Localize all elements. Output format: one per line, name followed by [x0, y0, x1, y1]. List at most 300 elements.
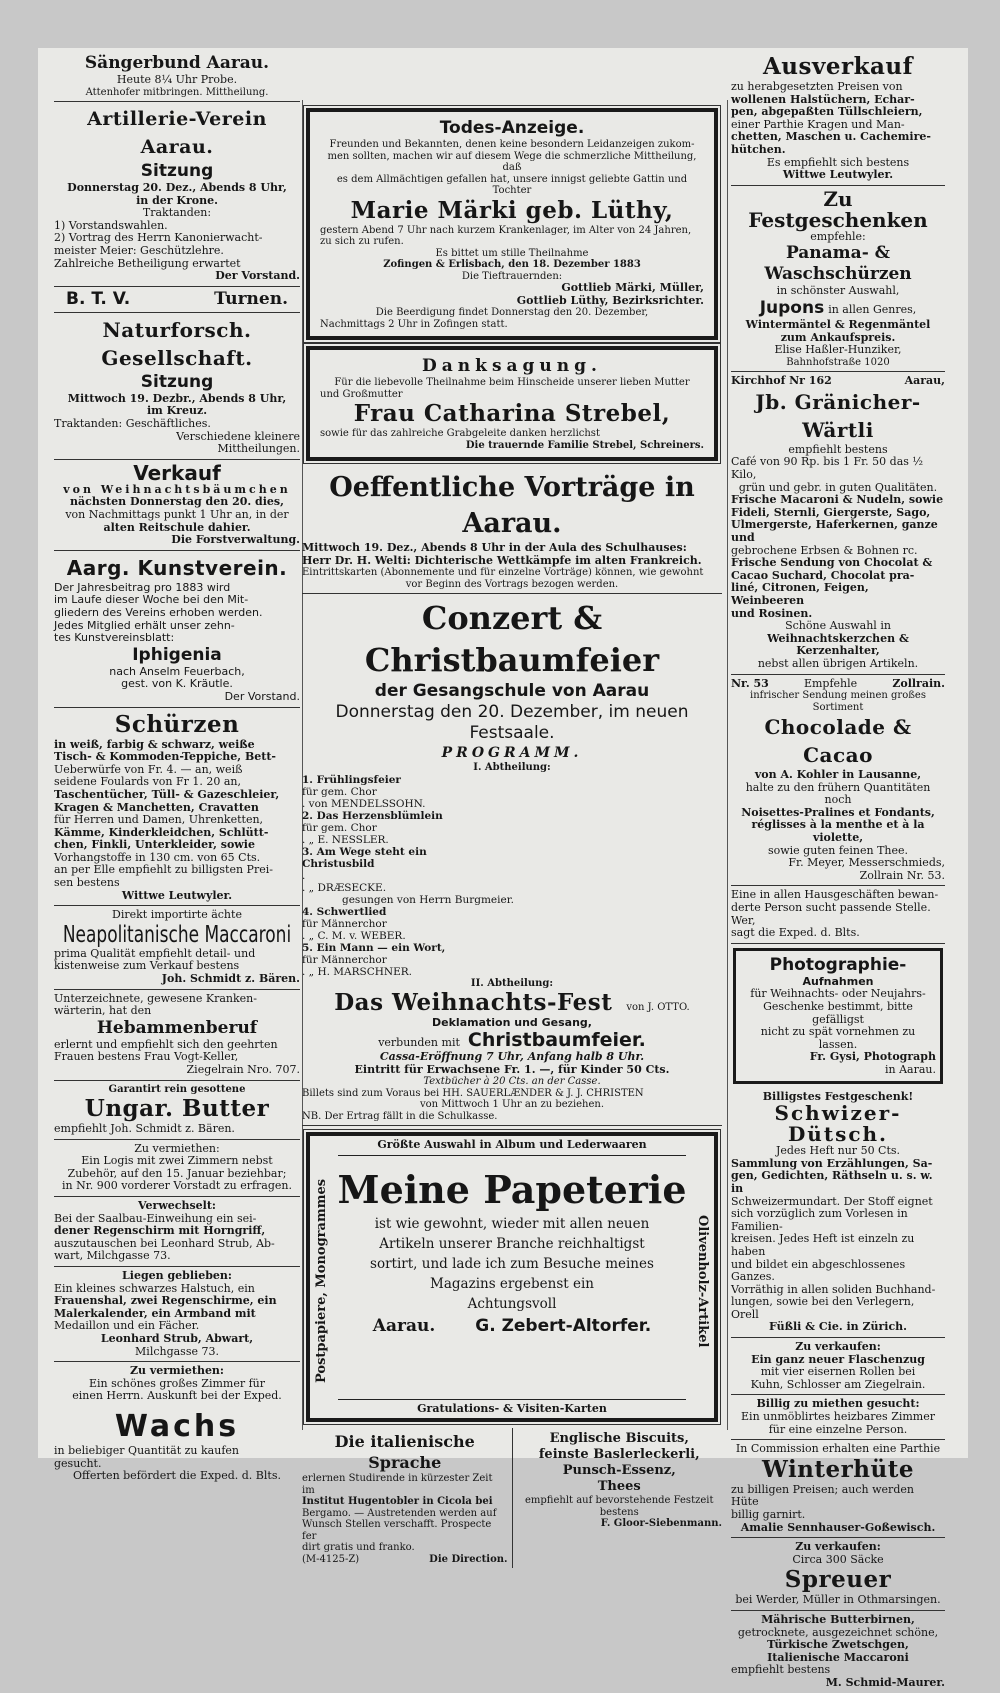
ad-line: für eine einzelne Person.	[768, 1422, 908, 1436]
deceased-name: Marie Märki geb. Lüthy,	[350, 196, 674, 224]
ad-line: Frische Macaroni & Nudeln, sowie	[731, 493, 944, 507]
ad-title: Zu Festgeschenken	[748, 186, 928, 232]
ad-line: Tisch- & Kommoden-Teppiche, Bett-	[54, 750, 276, 764]
ad-line: Mittheilungen.	[217, 442, 300, 456]
ad-line: Deklamation und Gesang,	[432, 1016, 592, 1030]
ad-spreuer	[731, 1538, 945, 1611]
ad-line: sagt die Exped. d. Blts.	[731, 926, 860, 940]
ad-line: sowie guten feinen Thee.	[767, 843, 909, 857]
column-right	[731, 50, 945, 1693]
address-line	[731, 678, 945, 691]
ad-line: liné, Citronen, Feigen, Weinbeeren	[731, 581, 869, 607]
ad-line: Attenhofer mitbringen. Mittheilung.	[85, 86, 269, 98]
piece-title: 3. Am Wege steht ein Christusbild	[302, 845, 427, 870]
ad-festgeschenke	[731, 186, 945, 372]
piece-voicing: für gem. Chor	[302, 821, 377, 834]
ad-danksagung	[306, 346, 718, 461]
ad-line: Unterzeichnete, gewesene Kranken-	[54, 991, 257, 1005]
ad-line: Mährische Butterbirnen,	[761, 1612, 915, 1626]
ad-line: Heute 8¼ Uhr Probe.	[116, 73, 238, 86]
piece-voicing: für Männerchor	[302, 953, 387, 966]
ad-line: Artikeln unserer Branche reichhaltigst	[379, 1235, 645, 1252]
ad-line: Institut Hugentobler in Cicola bei	[302, 1496, 493, 1508]
ad-line: gen, Gedichten, Räthseln u. s. w. in	[731, 1169, 933, 1195]
ad-line: kistenweise zum Verkauf bestens	[54, 959, 240, 973]
ad-signature: Joh. Schmidt z. Bären.	[161, 972, 300, 986]
piece-composer: . von MENDELSSOHN.	[302, 797, 426, 810]
ad-line: pen, abgepaßten Tüllschleiern,	[731, 105, 923, 119]
ad-line: Punsch-Essenz,	[562, 1463, 676, 1479]
ad-line: Olivenholz-Artikel	[695, 1214, 710, 1348]
ad-line: Italienische Maccaroni	[767, 1650, 909, 1664]
ad-line: Leonhard Strub, Abwart,	[100, 1332, 254, 1345]
ad-line: im Laufe dieser Woche bei den Mit-	[54, 593, 249, 607]
ad-line: verbunden mit	[378, 1035, 460, 1049]
ad-line: Billets sind zum Voraus bei HH. SAUERLÆNDER & J. J. CHRISTEN	[302, 1087, 644, 1099]
ad-title: Oeffentliche Vorträge in Aarau.	[329, 472, 695, 540]
ad-line: im Kreuz.	[146, 404, 208, 418]
programme-item	[302, 942, 722, 978]
ad-line: nebst allen übrigen Artikeln.	[757, 656, 919, 670]
ad-line: von Nachmittags punkt 1 Uhr an, in der	[65, 508, 289, 521]
ad-line: zu sich zu rufen.	[320, 236, 404, 247]
ad-verwechselt	[54, 1197, 300, 1267]
ad-line: in Nr. 900 vorderer Vorstadt zu erfragen.	[62, 1179, 292, 1193]
ad-title: Chocolade & Cacao	[764, 715, 912, 768]
ad-line: Frauen bestens Frau Vogt-Keller,	[54, 1050, 239, 1064]
ad-place: Aarau.	[372, 1315, 436, 1336]
ad-schuerzen	[54, 708, 300, 907]
ad-line: Zollrain.	[892, 676, 945, 690]
ad-line: zu herabgesetzten Preisen von	[731, 80, 903, 93]
ad-line: einen Herrn. Auskunft bei der Exped.	[72, 1389, 282, 1403]
ad-line: Gottlieb Lüthy, Bezirksrichter.	[516, 293, 704, 307]
ad-line: dener Regenschirm mit Horngriff,	[54, 1224, 266, 1238]
ad-line: mit vier eisernen Rollen bei	[760, 1365, 916, 1379]
piece-voicing: .	[302, 869, 306, 882]
ad-line: Noisettes-Pralines et Fondants,	[741, 805, 935, 819]
ad-line: Der Jahresbeitrag pro 1883 wird	[54, 580, 231, 594]
ad-line: halte zu den frühern Quantitäten noch	[745, 780, 931, 807]
ad-subtitle: Sitzung	[140, 371, 214, 392]
ad-line: 2) Vortrag des Herrn Kanonierwacht-	[54, 231, 263, 245]
column-left	[54, 50, 300, 1486]
ad-line: und Rosinen.	[731, 606, 813, 620]
ad-code: (M-4125-Z)	[302, 1553, 360, 1565]
ad-line: Billigstes Festgeschenk!	[762, 1089, 914, 1103]
ad-line: Geschenke bestimmt, bitte gefälligst	[763, 1000, 913, 1026]
ad-line: zum Ankaufspreis.	[780, 330, 896, 344]
ad-line: Kämme, Kinderkleidchen, Schlütt-	[54, 825, 269, 839]
ad-winterhuete	[731, 1440, 945, 1538]
ad-line: prima Qualität empfiehlt detail- und	[54, 946, 256, 960]
ad-line: lungen, sowie bei den Verlegern, Orell	[731, 1295, 915, 1321]
piece-composer: . „ H. MARSCHNER.	[302, 965, 413, 978]
ad-line: Ein ganz neuer Flaschenzug	[751, 1352, 925, 1366]
piece-title: 1. Frühlingsfeier	[302, 773, 401, 786]
ad-line: réglisses à la menthe et à la violette,	[751, 818, 925, 845]
ad-title: Ausverkauf	[762, 53, 914, 80]
ad-heading: Zu verkaufen:	[795, 1340, 881, 1354]
ad-line: Taschentücher, Tüll- & Gazeschleier,	[54, 787, 280, 801]
ad-line: Postpapiere, Monogrammes	[314, 1179, 329, 1384]
ad-line: Türkische Zwetschgen,	[767, 1638, 909, 1652]
ad-line: Bergamo. — Austretenden werden auf	[302, 1507, 497, 1519]
ad-line: Jedes Mitglied erhält unser zehn-	[54, 618, 235, 632]
ad-line: Bahnhofstraße 1020	[786, 356, 890, 368]
ad-birnen	[731, 1611, 945, 1693]
ad-line: Thees	[597, 1479, 641, 1495]
ad-sprache	[302, 1428, 513, 1568]
ad-line: Sammlung von Erzählungen, Sa-	[731, 1156, 933, 1170]
ad-line: von Weihnachtsbäumchen	[63, 482, 291, 496]
ad-line: wart, Milchgasse 73.	[54, 1249, 171, 1263]
ad-line: gebrochene Erbsen & Bohnen rc.	[731, 543, 918, 557]
ad-line: gliedern des Vereins erhoben werden.	[54, 605, 263, 619]
ad-title: Hebammenberuf	[96, 1017, 258, 1038]
ad-line: Weihnachtskerzchen & Kerzenhalter,	[767, 631, 909, 658]
ad-line: Gratulations- & Visiten-Karten	[338, 1399, 686, 1419]
christ-line	[302, 1030, 722, 1051]
ad-line: Schöne Auswahl in	[785, 619, 891, 633]
ad-line: sen bestens	[54, 876, 120, 890]
ad-line: in allen Genres,	[828, 302, 917, 316]
ad-line: chen, Finkli, Unterkleider, sowie	[54, 838, 255, 852]
ad-line: Milchgasse 73.	[135, 1344, 219, 1358]
ad-line: Für die liebevolle Theilnahme beim Hinscheide unserer lieben Mutter	[334, 377, 690, 389]
ad-signature: Wittwe Leutwyler.	[121, 888, 233, 902]
ad-line: empfiehlt bestens	[788, 442, 888, 456]
ad-wachs	[54, 1406, 300, 1486]
ad-vermiethen	[54, 1140, 300, 1197]
ad-line: vor Beginn des Vortrags bezogen werden.	[405, 578, 619, 590]
ad-line: gestern Abend 7 Uhr nach kurzem Krankenlager, im Alter von 24 Jahren,	[320, 224, 692, 236]
programme-list	[302, 774, 722, 978]
ad-line: Magazins ergebenst ein	[430, 1275, 594, 1292]
ad-kunstverein	[54, 551, 300, 708]
column-middle	[302, 50, 722, 1568]
ad-line: Amalie Sennhauser-Goßewisch.	[740, 1520, 936, 1534]
programme-item	[302, 774, 722, 810]
piece-composer: . „ E. NESSLER.	[302, 833, 389, 846]
ad-title: Schwizer-Dütsch.	[774, 1101, 902, 1147]
ad-line: in Aarau.	[885, 1062, 936, 1076]
ad-line: nicht zu spät vornehmen zu lassen.	[760, 1025, 916, 1051]
ad-line: sowie für das zahlreiche Grabgeleite danken herzlichst	[320, 428, 600, 440]
ad-line: Circa 300 Säcke	[792, 1552, 884, 1566]
ad-artillerie	[54, 102, 300, 287]
ad-line: Ein unmöblirtes heizbares Zimmer	[741, 1410, 935, 1424]
ad-line: nach Anselm Feuerbach,	[109, 664, 245, 678]
column-rule-right	[727, 100, 728, 1430]
ad-line: Ein schönes großes Zimmer für	[89, 1376, 265, 1390]
ad-line: Zubehör, auf den 15. Januar beziehbar;	[67, 1166, 287, 1180]
ad-line: Es bittet um stille Theilnahme	[435, 247, 589, 259]
section-heading: I. Abtheilung:	[473, 762, 551, 774]
twin-ads	[302, 1428, 722, 1568]
ad-line: Füßli & Cie. in Zürich.	[768, 1320, 908, 1334]
ad-line: Verschiedene kleinere	[176, 429, 300, 443]
programme-item	[302, 810, 722, 846]
ad-line: Vorräthig in allen soliden Buchhand-	[731, 1282, 936, 1296]
ad-line: Es empfiehlt sich bestens	[766, 155, 910, 169]
ad-liegen	[54, 1267, 300, 1362]
ad-line: Fr. Meyer, Messerschmieds,	[788, 856, 945, 870]
ad-line: Wunsch Stellen verschafft. Prospecte fer	[302, 1519, 492, 1542]
ad-hebamme	[54, 990, 300, 1081]
ad-line: empfiehlt Joh. Schmidt z. Bären.	[54, 1122, 235, 1136]
ad-line: Kirchhof Nr 162	[731, 374, 832, 388]
ad-line: Ziegelrain Nro. 707.	[186, 1063, 300, 1076]
ad-title: Artillerie-Verein Aarau.	[87, 108, 267, 159]
ad-title: Todes-Anzeige.	[439, 118, 585, 138]
ad-line: erlernen Studirende in kürzester Zeit im	[302, 1473, 493, 1496]
programme-heading: PROGRAMM.	[441, 745, 583, 762]
ad-line: Cacao Suchard, Chocolat pra-	[731, 568, 915, 582]
ad-line: Traktanden:	[142, 206, 212, 220]
ad-subtitle: Jupons	[759, 297, 825, 318]
ad-line: dirt gratis und franko.	[302, 1542, 415, 1554]
ad-line: empfiehlt bestens	[731, 1663, 831, 1677]
ad-title: Jb. Gränicher-Wärtli	[755, 389, 921, 442]
ad-signature: G. Zebert-Altorfer.	[475, 1315, 652, 1336]
ad-vortraege	[302, 467, 722, 594]
ad-line: empfiehlt auf bevorstehende Festzeit bestens	[524, 1495, 714, 1518]
ad-signature: Wittwe Leutwyler.	[782, 168, 894, 182]
ad-subtitle: Panama- & Waschschürzen	[764, 243, 912, 285]
ad-subtitle: Sitzung	[140, 161, 214, 182]
fest-line	[302, 989, 722, 1017]
ad-todesanzeige	[306, 108, 718, 340]
ad-line: Eintritt für Erwachsene Fr. 1. —, für Kinder 50 Cts.	[354, 1062, 670, 1076]
ad-line: infrischer Sendung meinen großes Sortiment	[750, 690, 926, 713]
ad-line: sich vorzüglich zum Vorlesen in Familien-	[731, 1207, 908, 1233]
ad-line: seidene Foulards von Fr 1. 20 an,	[54, 775, 241, 789]
ad-verkauf	[54, 460, 300, 551]
ad-line: Achtungsvoll	[467, 1295, 557, 1312]
ad-line: Donnerstag 20. Dez., Abends 8 Uhr,	[67, 181, 287, 195]
piece-title: 4. Schwertlied	[302, 905, 387, 918]
ad-line: Malerkalender, ein Armband mit	[54, 1306, 256, 1320]
piece-composer: . „ DRÆSECKE.	[302, 881, 387, 894]
ad-line: für Weihnachts- oder Neujahrs-	[750, 987, 926, 1001]
ad-line: Ein Logis mit zwei Zimmern nebst	[81, 1154, 273, 1168]
ad-line: Kuhn, Schlosser am Ziegelrain.	[750, 1377, 926, 1391]
ad-title: Spreuer	[784, 1566, 892, 1594]
piece-title: 5. Ein Mann — ein Wort,	[302, 941, 446, 954]
ad-line: kreisen. Jedes Heft ist einzeln zu haben	[731, 1232, 915, 1258]
ad-line: Nr. 53	[731, 676, 769, 690]
ad-heading: Billig zu miethen gesucht:	[756, 1397, 920, 1411]
ad-line: in beliebiger Quantität zu kaufen	[54, 1443, 239, 1457]
ad-line: Direkt importirte ächte	[112, 908, 242, 922]
ad-title: Winterhüte	[762, 1455, 914, 1483]
ad-title: Neapolitanische Maccaroni	[62, 921, 292, 949]
ad-line: Gottlieb Märki, Müller,	[561, 281, 704, 294]
ad-line: Aufnahmen	[802, 974, 874, 988]
ad-line: und bildet ein abgeschlossenes Ganzes.	[731, 1257, 906, 1284]
ad-chocolade	[731, 675, 945, 887]
address-line	[731, 375, 945, 388]
ad-biscuits	[513, 1428, 723, 1568]
ad-conzert	[302, 594, 722, 1126]
ad-line: Medaillon und ein Fächer.	[54, 1319, 200, 1333]
ad-line: 1) Vorstandswahlen.	[54, 218, 168, 232]
ad-line: Fideli, Sternli, Giergerste, Sago,	[731, 505, 931, 519]
ad-subtitle: Christbaumfeier.	[467, 1028, 646, 1051]
ad-line: in schönster Auswahl,	[776, 284, 900, 298]
ad-ausverkauf	[731, 50, 945, 186]
ad-papeterie	[306, 1132, 718, 1422]
piece-title: 2. Das Herzensblümlein	[302, 809, 443, 822]
ad-line: Eintrittskarten (Abonnemente und für einzelne Vorträge) können, wie gewohnt	[302, 567, 704, 579]
ad-heading: Zu verkaufen:	[795, 1540, 881, 1554]
ad-line: derte Person sucht passende Stelle. Wer,	[731, 901, 931, 927]
ad-subtitle: Iphigenia	[132, 644, 222, 665]
ad-naturforsch	[54, 313, 300, 460]
ad-line: sortirt, und lade ich zum Besuche meines	[370, 1255, 654, 1272]
ad-line: Schweizermundart. Der Stoff eignet	[731, 1194, 933, 1208]
ad-line: und Großmutter	[320, 388, 403, 400]
ad-line: Kragen & Manchetten, Cravatten	[54, 800, 259, 814]
ad-line: Die trauernde Familie Strebel, Schreiners.	[465, 439, 704, 451]
ad-line: Cassa-Eröffnung 7 Uhr, Anfang halb 8 Uhr.	[379, 1049, 645, 1063]
ad-line: Mittwoch 19. Dezbr., Abends 8 Uhr,	[67, 391, 287, 405]
ad-stelle	[731, 886, 945, 943]
ad-line: empfehle:	[810, 229, 866, 243]
ad-title: Naturforsch. Gesellschaft.	[101, 317, 253, 370]
ad-line: wollenen Halstüchern, Echar-	[731, 92, 915, 106]
ad-line: grün und gebr. in guten Qualitäten.	[738, 480, 938, 494]
piece-composer: . „ C. M. v. WEBER.	[302, 929, 406, 942]
ad-line: erlernt und empfiehlt sich den geehrten	[54, 1037, 278, 1051]
ad-line: einer Parthie Kragen und Man-	[731, 117, 905, 131]
ad-line: in der Krone.	[136, 193, 218, 207]
ad-line: billig garnirt.	[731, 1508, 806, 1521]
ad-signature: Die Direction.	[429, 1553, 508, 1565]
section-heading: II. Abtheilung:	[470, 977, 554, 989]
ad-line: auszutauschen bei Leonhard Strub, Ab-	[54, 1236, 275, 1250]
ad-title: B. T. V.	[66, 288, 131, 309]
ad-line: Garantirt rein gesottene	[108, 1083, 246, 1095]
ad-line: von Mittwoch 1 Uhr an zu beziehen.	[419, 1099, 605, 1111]
ad-line: Vorhangstoffe in 130 cm. von 65 Cts.	[54, 850, 261, 864]
ad-line: zu billigen Preisen; auch werden Hüte	[731, 1482, 914, 1509]
ad-line: in weiß, farbig & schwarz, weiße	[54, 737, 255, 751]
ad-butter	[54, 1081, 300, 1140]
ad-line: Frische Sendung von Chocolat &	[731, 556, 933, 570]
ad-title: Schürzen	[114, 710, 240, 738]
ad-photographie	[733, 948, 943, 1084]
ad-title: Danksagung.	[422, 356, 602, 377]
ad-line: Größte Auswahl in Album und Lederwaaren	[338, 1136, 686, 1156]
ad-line: bei Werder, Müller in Othmarsingen.	[735, 1593, 941, 1607]
ad-line: Empfehle	[803, 676, 858, 690]
ad-line: hütchen.	[731, 142, 786, 156]
ad-signature: M. Schmid-Maurer.	[825, 1675, 945, 1689]
ad-heading: Zu vermiethen:	[130, 1364, 224, 1378]
ad-line: Wintermäntel & Regenmäntel	[745, 317, 931, 331]
ad-title: Turnen.	[214, 288, 288, 309]
ad-line: nächsten Donnerstag den 20. dies,	[70, 495, 284, 509]
ad-zimmer	[54, 1362, 300, 1406]
ad-line: Bei der Saalbau-Einweihung ein sei-	[54, 1211, 257, 1225]
ad-subtitle: der Gesangschule von Aarau	[374, 681, 650, 702]
ad-heading: Liegen geblieben:	[122, 1269, 232, 1283]
ad-line: von A. Kohler in Lausanne,	[754, 768, 922, 782]
ad-title: Verkauf	[133, 460, 221, 485]
ad-heading: Verwechselt:	[138, 1199, 216, 1213]
ad-line: gesucht.	[54, 1456, 102, 1470]
fest-author: von J. OTTO.	[626, 1002, 690, 1014]
ad-line: Textbücher à 20 Cts. an der Casse.	[423, 1076, 601, 1088]
jupons-line	[731, 298, 945, 319]
ad-line: Freunden und Bekannten, denen keine besondern Leidanzeigen zukom-	[329, 139, 695, 150]
ad-line: Nachmittags 2 Uhr in Zofingen statt.	[320, 318, 508, 330]
ad-line: feinste Baslerleckerli,	[538, 1447, 700, 1463]
ad-line: Englische Biscuits,	[549, 1431, 689, 1447]
ad-title: Meine Papeterie	[337, 1166, 687, 1212]
ad-signature: Der Vorstand.	[215, 269, 300, 283]
ad-line: Ein kleines schwarzes Halstuch, ein	[54, 1281, 255, 1295]
ad-line: Aarau,	[904, 374, 945, 388]
ad-flaschenzug	[731, 1338, 945, 1395]
ad-line: wärterin, hat den	[54, 1004, 152, 1018]
piece-voicing: für gem. Chor	[302, 785, 377, 798]
ad-saengerbund	[54, 50, 300, 102]
ad-line: In Commission erhalten eine Parthie	[735, 1442, 941, 1456]
ad-line: für Herren und Damen, Uhrenketten,	[54, 813, 264, 827]
ad-line: men sollten, machen wir auf diesem Wege die schmerzliche Mittheilung, daß	[327, 150, 697, 173]
ad-line: tes Kunstvereinsblatt:	[54, 631, 175, 645]
deceased-name: Frau Catharina Strebel,	[353, 400, 671, 428]
ad-line: Zahlreiche Betheiligung erwartet	[54, 256, 241, 270]
ad-signature: F. Gloor-Siebenmann.	[600, 1518, 722, 1530]
ad-line: getrocknete, ausgezeichnet schöne,	[737, 1625, 939, 1639]
ad-heading: Zu vermiethen:	[134, 1141, 220, 1155]
ad-signature: Die Forstverwaltung.	[171, 533, 300, 547]
ad-btv	[54, 287, 300, 313]
ad-zimmer-gesucht	[731, 1395, 945, 1440]
ad-line: Frauenshal, zwei Regenschirme, ein	[54, 1294, 277, 1308]
ad-line: Ulmergerste, Haferkernen, ganze und	[731, 518, 938, 544]
ad-graenicher	[731, 372, 945, 674]
ad-title: Photographie-	[769, 954, 907, 975]
ad-line: Eine in allen Hausgeschäften bewan-	[731, 888, 939, 902]
ad-line: Fr. Gysi, Photograph	[809, 1050, 936, 1064]
ad-line: Zollrain Nr. 53.	[859, 868, 945, 882]
ad-line: Ueberwürfe von Fr. 4. — an, weiß	[54, 762, 243, 776]
ad-maccaroni	[54, 906, 300, 989]
ad-title: Conzert & Christbaumfeier	[364, 599, 660, 680]
ad-title: Aarg. Kunstverein.	[66, 555, 288, 580]
piece-voicing: für Männerchor	[302, 917, 387, 930]
ad-title: Wachs	[114, 1408, 240, 1444]
ad-line: meister Meier: Geschützlehre.	[54, 244, 224, 258]
ad-line: es dem Allmächtigen gefallen hat, unsere innigst geliebte Gattin und Tochter	[336, 173, 688, 196]
ad-line: alten Reitschule dahier.	[103, 520, 251, 534]
ad-line: NB. Der Ertrag fällt in die Schulkasse.	[302, 1110, 498, 1122]
ad-signature: Der Vorstand.	[224, 689, 300, 703]
fest-title: Das Weihnachts-Fest	[334, 989, 613, 1017]
ad-line: Herr Dr. H. Welti: Dichterische Wettkämpfe im alten Frankreich.	[302, 553, 702, 567]
sprache-footer	[302, 1554, 508, 1566]
ad-line: Offerten befördert die Exped. d. Blts.	[73, 1469, 281, 1483]
ad-line: Zofingen & Erlisbach, den 18. Dezember 1883	[383, 259, 641, 270]
programme-item	[302, 846, 722, 894]
ad-line: Mittwoch 19. Dez., Abends 8 Uhr in der Aula des Schulhauses:	[302, 541, 687, 555]
ad-title: Ungar. Butter	[84, 1095, 270, 1123]
